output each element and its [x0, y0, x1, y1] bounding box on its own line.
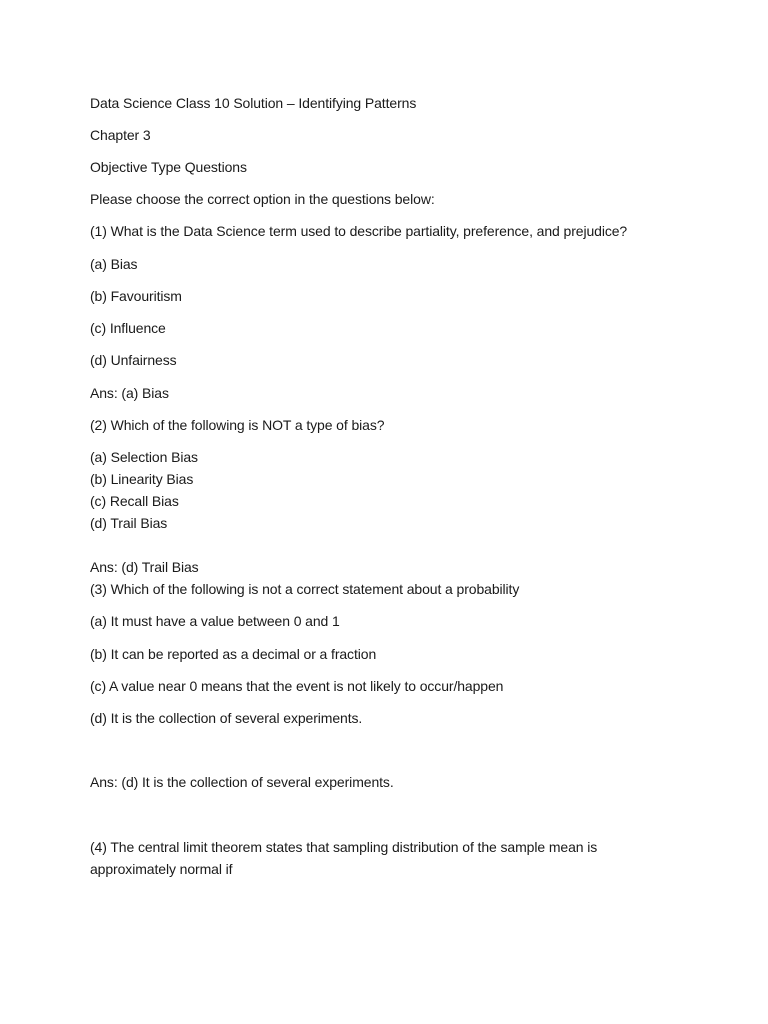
question-1: (1) What is the Data Science term used to describe partiality, preference, and prejudice? [90, 223, 628, 239]
question-3: (3) Which of the following is not a correct statement about a probability [90, 581, 520, 597]
q2-option-d: (d) Trail Bias [90, 515, 168, 531]
q1-answer: Ans: (a) Bias [90, 385, 169, 401]
question-2: (2) Which of the following is NOT a type of bias? [90, 417, 385, 433]
q3-option-b: (b) It can be reported as a decimal or a fraction [90, 646, 377, 662]
q3-option-d: (d) It is the collection of several experiments. [90, 710, 363, 726]
q3-option-a: (a) It must have a value between 0 and 1 [90, 613, 340, 629]
q3-answer: Ans: (d) It is the collection of several experiments. [90, 774, 394, 790]
section-heading: Objective Type Questions [90, 159, 247, 175]
q2-answer: Ans: (d) Trail Bias [90, 559, 199, 575]
q1-option-d: (d) Unfairness [90, 352, 177, 368]
q2-option-a: (a) Selection Bias [90, 449, 198, 465]
document-title: Data Science Class 10 Solution – Identifying Patterns [90, 95, 417, 111]
question-4: (4) The central limit theorem states that sampling distribution of the sample mean is approximately normal if [90, 839, 598, 877]
chapter-heading: Chapter 3 [90, 127, 151, 143]
q1-option-c: (c) Influence [90, 320, 166, 336]
q2-option-b: (b) Linearity Bias [90, 471, 194, 487]
q2-option-c: (c) Recall Bias [90, 493, 179, 509]
q1-option-a: (a) Bias [90, 256, 138, 272]
q3-option-c: (c) A value near 0 means that the event is not likely to occur/happen [90, 678, 504, 694]
q1-option-b: (b) Favouritism [90, 288, 182, 304]
instruction-text: Please choose the correct option in the questions below: [90, 191, 435, 207]
